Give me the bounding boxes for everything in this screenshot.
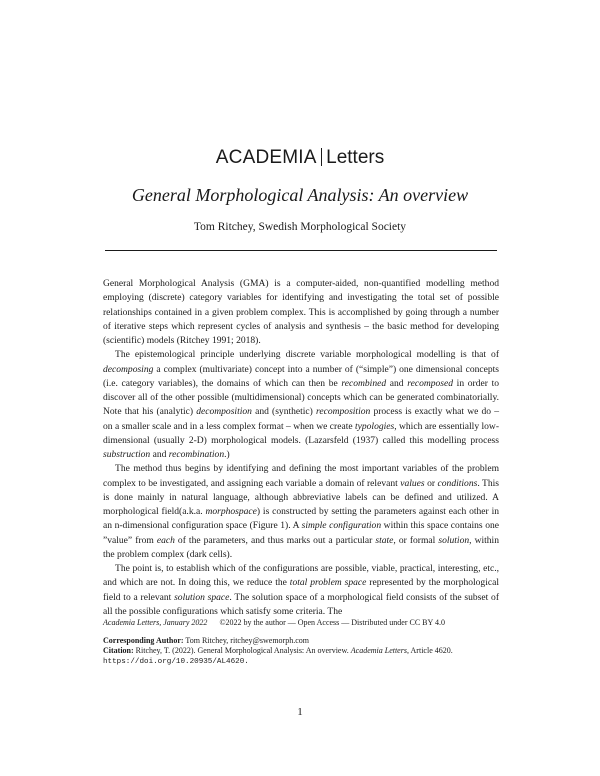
- emphasis-text: recomposition: [316, 406, 371, 418]
- article-title: General Morphological Analysis: An overview: [131, 185, 469, 205]
- emphasis-text: total problem space: [289, 577, 367, 589]
- emphasis-text: recombined: [341, 377, 387, 389]
- emphasis-text: substruction: [103, 449, 151, 460]
- doi-link[interactable]: https://doi.org/10.20935/AL4620.: [103, 657, 249, 666]
- citation: [103, 646, 499, 657]
- emphasis-text: conditions: [437, 477, 478, 489]
- license-note: ©2022 by the author — Open Access — Distributed under CC BY 4.0: [219, 618, 445, 627]
- masthead-divider: [321, 148, 323, 166]
- citation-rest: , Article 4620.: [406, 646, 453, 655]
- emphasis-text: values: [400, 477, 425, 489]
- paragraph-text: a complex (multivariate) concept into a number of (“simple”) one dimensional concepts (i.e. category variables), the domains of which can then be: [103, 363, 499, 389]
- paragraph-text: . This is done mainly in natural language, although abbreviative labels can be defined and utilized. A morphological field(a.k.a.: [103, 477, 499, 517]
- emphasis-text: morphospace: [205, 506, 257, 517]
- journal-brand: ACADEMIA: [215, 147, 317, 168]
- corresponding-author-label: Corresponding Author:: [103, 635, 184, 645]
- citation-journal: Academia Letters: [350, 646, 407, 655]
- journal-masthead: [0, 146, 600, 170]
- paragraph-text: in order to discover all of the other possible (multidimensional) concepts which can be generated combinatorially. Note that his (analytic): [103, 377, 500, 418]
- emphasis-text: recombination: [168, 449, 225, 460]
- paragraph-text: or: [424, 477, 438, 489]
- body-paragraph: [103, 277, 499, 348]
- paragraph-text: The point is, to establish which of the configurations are possible, viable, practical, interesting, etc., and which are not. In doing this, we reduce the: [103, 563, 499, 589]
- paragraph-text: .): [224, 449, 230, 460]
- citation-label: Citation:: [103, 646, 134, 655]
- paragraph-text: and: [150, 449, 169, 460]
- article-authors: Tom Ritchey, Swedish Morphological Society: [193, 221, 407, 233]
- corresponding-author: [103, 636, 499, 647]
- title-rule: [105, 250, 497, 251]
- paragraph-text: . The solution space of a morphological field consists of the subset of all the possible configurations which satisfy some criteria. The: [103, 591, 500, 617]
- page-footer: [103, 618, 499, 667]
- paragraph-text: and: [386, 377, 408, 389]
- corresponding-author-value: Tom Ritchey, ritchey@swemorph.com: [185, 635, 309, 645]
- emphasis-text: decomposition: [196, 406, 252, 418]
- emphasis-text: solution space: [174, 591, 230, 603]
- citation-text: Ritchey, T. (2022). General Morphological Analysis: An overview.: [135, 646, 351, 655]
- paragraph-text: The method thus begins by identifying and defining the most important variables of the problem complex to be investigated, and assigning each variable a domain of relevant: [103, 463, 499, 489]
- emphasis-text: recomposed: [407, 377, 454, 389]
- body-paragraph: [103, 348, 499, 462]
- paragraph-text: The epistemological principle underlying discrete variable morphological modelling is that of: [115, 349, 499, 361]
- page-number: 1: [297, 706, 303, 718]
- paragraph-text: General Morphological Analysis (GMA) is a computer-aided, non-quantified modelling method employing (discrete) category variables for identifying and investigating the total set of possible relationships contained in a given problem complex. This is accomplished by going through a number of iterative steps which represent cycles of analysis and synthesis – the basic method for developing (scientific) models (Ritchey 1991; 2018).: [103, 278, 499, 346]
- article-body: [103, 277, 499, 619]
- body-paragraph: [103, 462, 499, 562]
- paragraph-text: of the parameters, and thus marks out a particular: [174, 534, 376, 546]
- emphasis-text: each: [156, 534, 175, 546]
- paragraph-text: process is exactly what we do – on a smaller scale and in a less complex format – when we create: [103, 406, 499, 432]
- paragraph-text: , which are essentially low-dimensional (usually 2-D) morphological models. (Lazarsfeld (1937) called this modelling process: [103, 420, 499, 446]
- paragraph-text: represented by the morphological field to a relevant: [103, 577, 499, 603]
- emphasis-text: state: [375, 534, 394, 546]
- paragraph-text: ) is constructed by setting the parameters against each other in an n-dimensional configuration space (Figure 1). A: [103, 506, 499, 532]
- emphasis-text: typologies: [354, 420, 395, 432]
- paragraph-text: , within the problem complex (dark cells).: [103, 534, 499, 560]
- body-paragraph: [103, 562, 499, 619]
- emphasis-text: solution: [438, 534, 470, 546]
- paragraph-text: within this space contains one ”value” from: [103, 520, 499, 546]
- paragraph-text: and (synthetic): [251, 406, 317, 418]
- emphasis-text: decomposing: [103, 363, 154, 375]
- journal-section: Letters: [326, 147, 385, 168]
- emphasis-text: simple configuration: [301, 520, 382, 532]
- paragraph-text: , or formal: [393, 534, 439, 546]
- journal-issue: Academia Letters, January 2022: [103, 618, 208, 627]
